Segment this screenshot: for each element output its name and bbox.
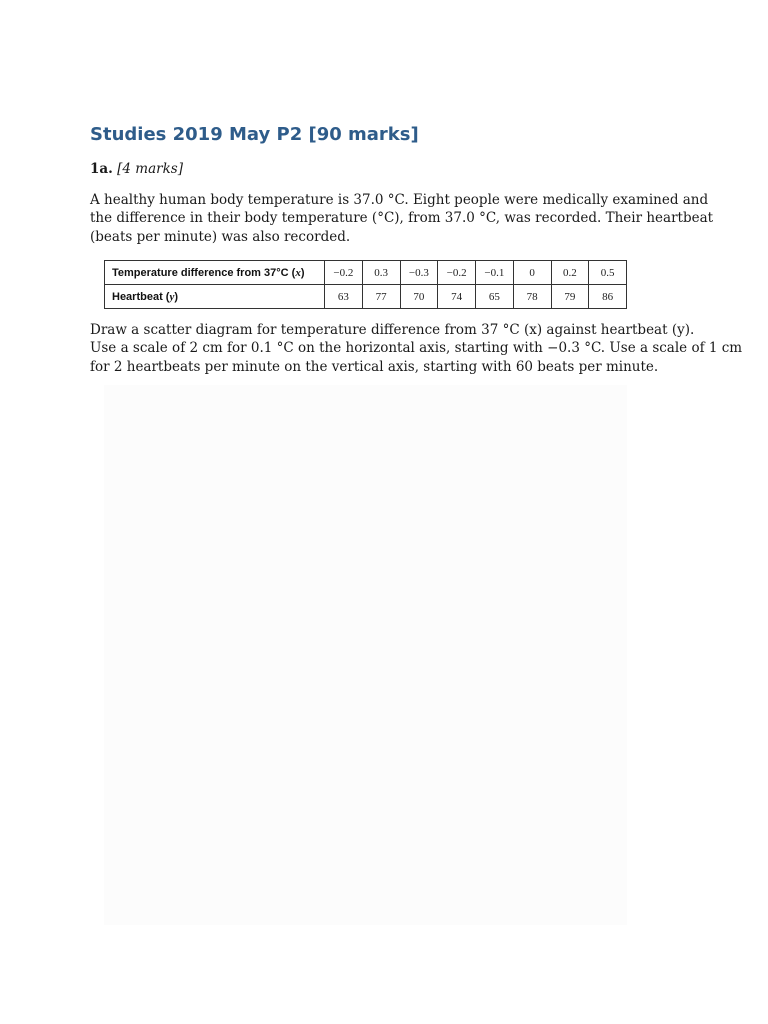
table-cell: 0.2 <box>551 261 589 285</box>
instruction-line: for 2 heartbeats per minute on the vertical axis, starting with 60 beats per minute. <box>90 358 659 375</box>
row-label-text: Heartbeat <box>112 290 163 303</box>
row-variable: x <box>295 266 301 279</box>
table-cell: 70 <box>400 285 438 309</box>
question-marks: [4 marks] <box>117 161 183 177</box>
table-cell: 0.3 <box>362 261 400 285</box>
graph-paper-area <box>104 385 627 925</box>
page-title: Studies 2019 May P2 [90 marks] <box>90 124 419 145</box>
table-cell: 74 <box>438 285 476 309</box>
table-row-temperature <box>105 261 627 285</box>
data-table <box>104 260 627 309</box>
question-heading <box>90 161 183 177</box>
table-cell: 65 <box>476 285 514 309</box>
table-cell: −0.2 <box>325 261 363 285</box>
instruction-paragraph <box>90 321 743 376</box>
table-row-label: Heartbeat (y) <box>105 285 325 309</box>
table-row-label: Temperature difference from 37°C (x) <box>105 261 325 285</box>
intro-line: A healthy human body temperature is 37.0 °C. Eight people were medically examined and <box>90 192 709 208</box>
table-cell: 86 <box>589 285 627 309</box>
table-row-heartbeat <box>105 285 627 309</box>
intro-line: the difference in their body temperature (°C), from 37.0 °C, was recorded. Their heartbeat <box>90 210 714 227</box>
table-cell: −0.2 <box>438 261 476 285</box>
table-cell: 78 <box>513 285 551 309</box>
table-cell: −0.1 <box>476 261 514 285</box>
intro-paragraph <box>90 191 714 246</box>
row-variable: y <box>169 290 175 303</box>
table-cell: 0.5 <box>589 261 627 285</box>
intro-line: (beats per minute) was also recorded. <box>90 228 351 245</box>
instruction-line: Draw a scatter diagram for temperature difference from 37 °C (x) against heartbeat (y). <box>90 322 695 338</box>
table-cell: 0 <box>513 261 551 285</box>
table-cell: 63 <box>325 285 363 309</box>
table-cell: −0.3 <box>400 261 438 285</box>
table-cell: 79 <box>551 285 589 309</box>
table-cell: 77 <box>362 285 400 309</box>
row-label-text: Temperature difference from 37°C <box>112 266 289 279</box>
question-number: 1a. <box>90 161 113 177</box>
instruction-line: Use a scale of 2 cm for 0.1 °C on the horizontal axis, starting with −0.3 °C. Use a scale of 1 cm <box>90 340 743 357</box>
